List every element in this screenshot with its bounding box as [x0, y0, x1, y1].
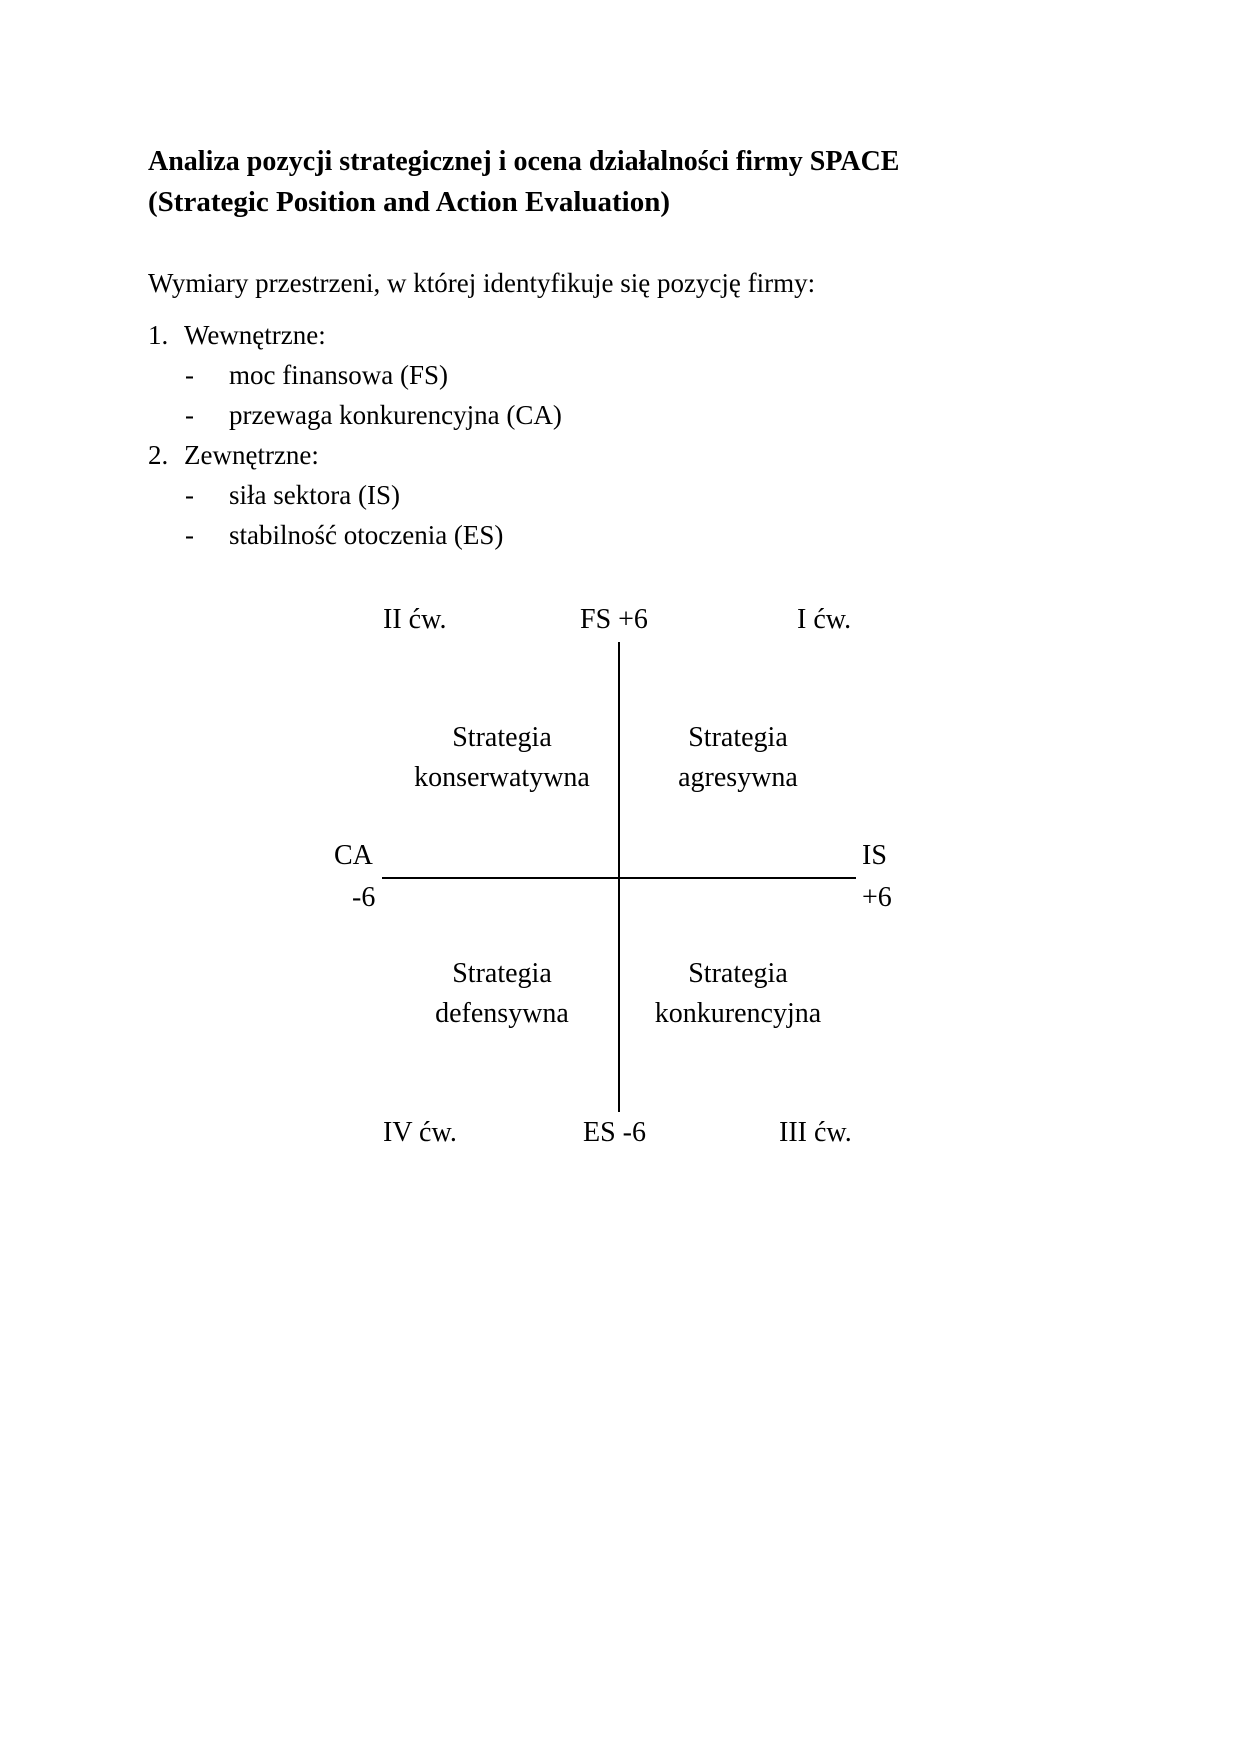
list-dash: -	[185, 520, 194, 550]
quadrant-2-label: II ćw.	[383, 604, 447, 635]
list-item-environmental-stability: stabilność otoczenia (ES)	[229, 520, 504, 550]
strategy-aggressive-line1: Strategia	[688, 722, 788, 753]
strategy-defensive-line1: Strategia	[452, 958, 552, 989]
list-dash: -	[185, 480, 194, 510]
list-dash: -	[185, 360, 194, 390]
axis-right-name: IS	[862, 840, 887, 871]
strategy-conservative-line2: konserwatywna	[414, 762, 590, 793]
strategy-aggressive-line2: agresywna	[678, 762, 798, 793]
axis-right-value: +6	[862, 882, 892, 913]
strategy-defensive-line2: defensywna	[435, 998, 569, 1029]
document-title: Analiza pozycji strategicznej i ocena działalności firmy SPACE	[148, 146, 900, 177]
document-subtitle: (Strategic Position and Action Evaluation)	[148, 186, 671, 218]
strategy-conservative-line1: Strategia	[452, 722, 552, 753]
group-2-label: Zewnętrzne:	[184, 440, 319, 470]
list-item-competitive-advantage: przewaga konkurencyjna (CA)	[229, 400, 562, 430]
strategy-aggressive	[636, 722, 840, 794]
list-item-industry-strength: siła sektora (IS)	[229, 480, 400, 510]
group-1-label: Wewnętrzne:	[184, 320, 326, 350]
axis-top-label: FS +6	[580, 604, 648, 635]
intro-text: Wymiary przestrzeni, w której identyfikuje się pozycję firmy:	[148, 268, 816, 298]
strategy-competitive-line1: Strategia	[688, 958, 788, 989]
strategy-competitive	[636, 958, 840, 1030]
quadrant-1-label: I ćw.	[797, 604, 852, 635]
quadrant-3-label: III ćw.	[779, 1117, 852, 1148]
strategy-defensive	[400, 958, 604, 1030]
group-1-number: 1.	[148, 320, 169, 350]
list-item-financial-strength: moc finansowa (FS)	[229, 360, 448, 390]
group-2-number: 2.	[148, 440, 169, 470]
axis-left-name: CA	[334, 840, 373, 871]
axis-bottom-label: ES -6	[583, 1117, 646, 1148]
quadrant-4-label: IV ćw.	[383, 1117, 457, 1148]
horizontal-axis	[382, 877, 856, 879]
strategy-conservative	[400, 722, 604, 794]
list-dash: -	[185, 400, 194, 430]
strategy-competitive-line2: konkurencyjna	[654, 998, 822, 1029]
axis-left-value: -6	[352, 882, 376, 913]
